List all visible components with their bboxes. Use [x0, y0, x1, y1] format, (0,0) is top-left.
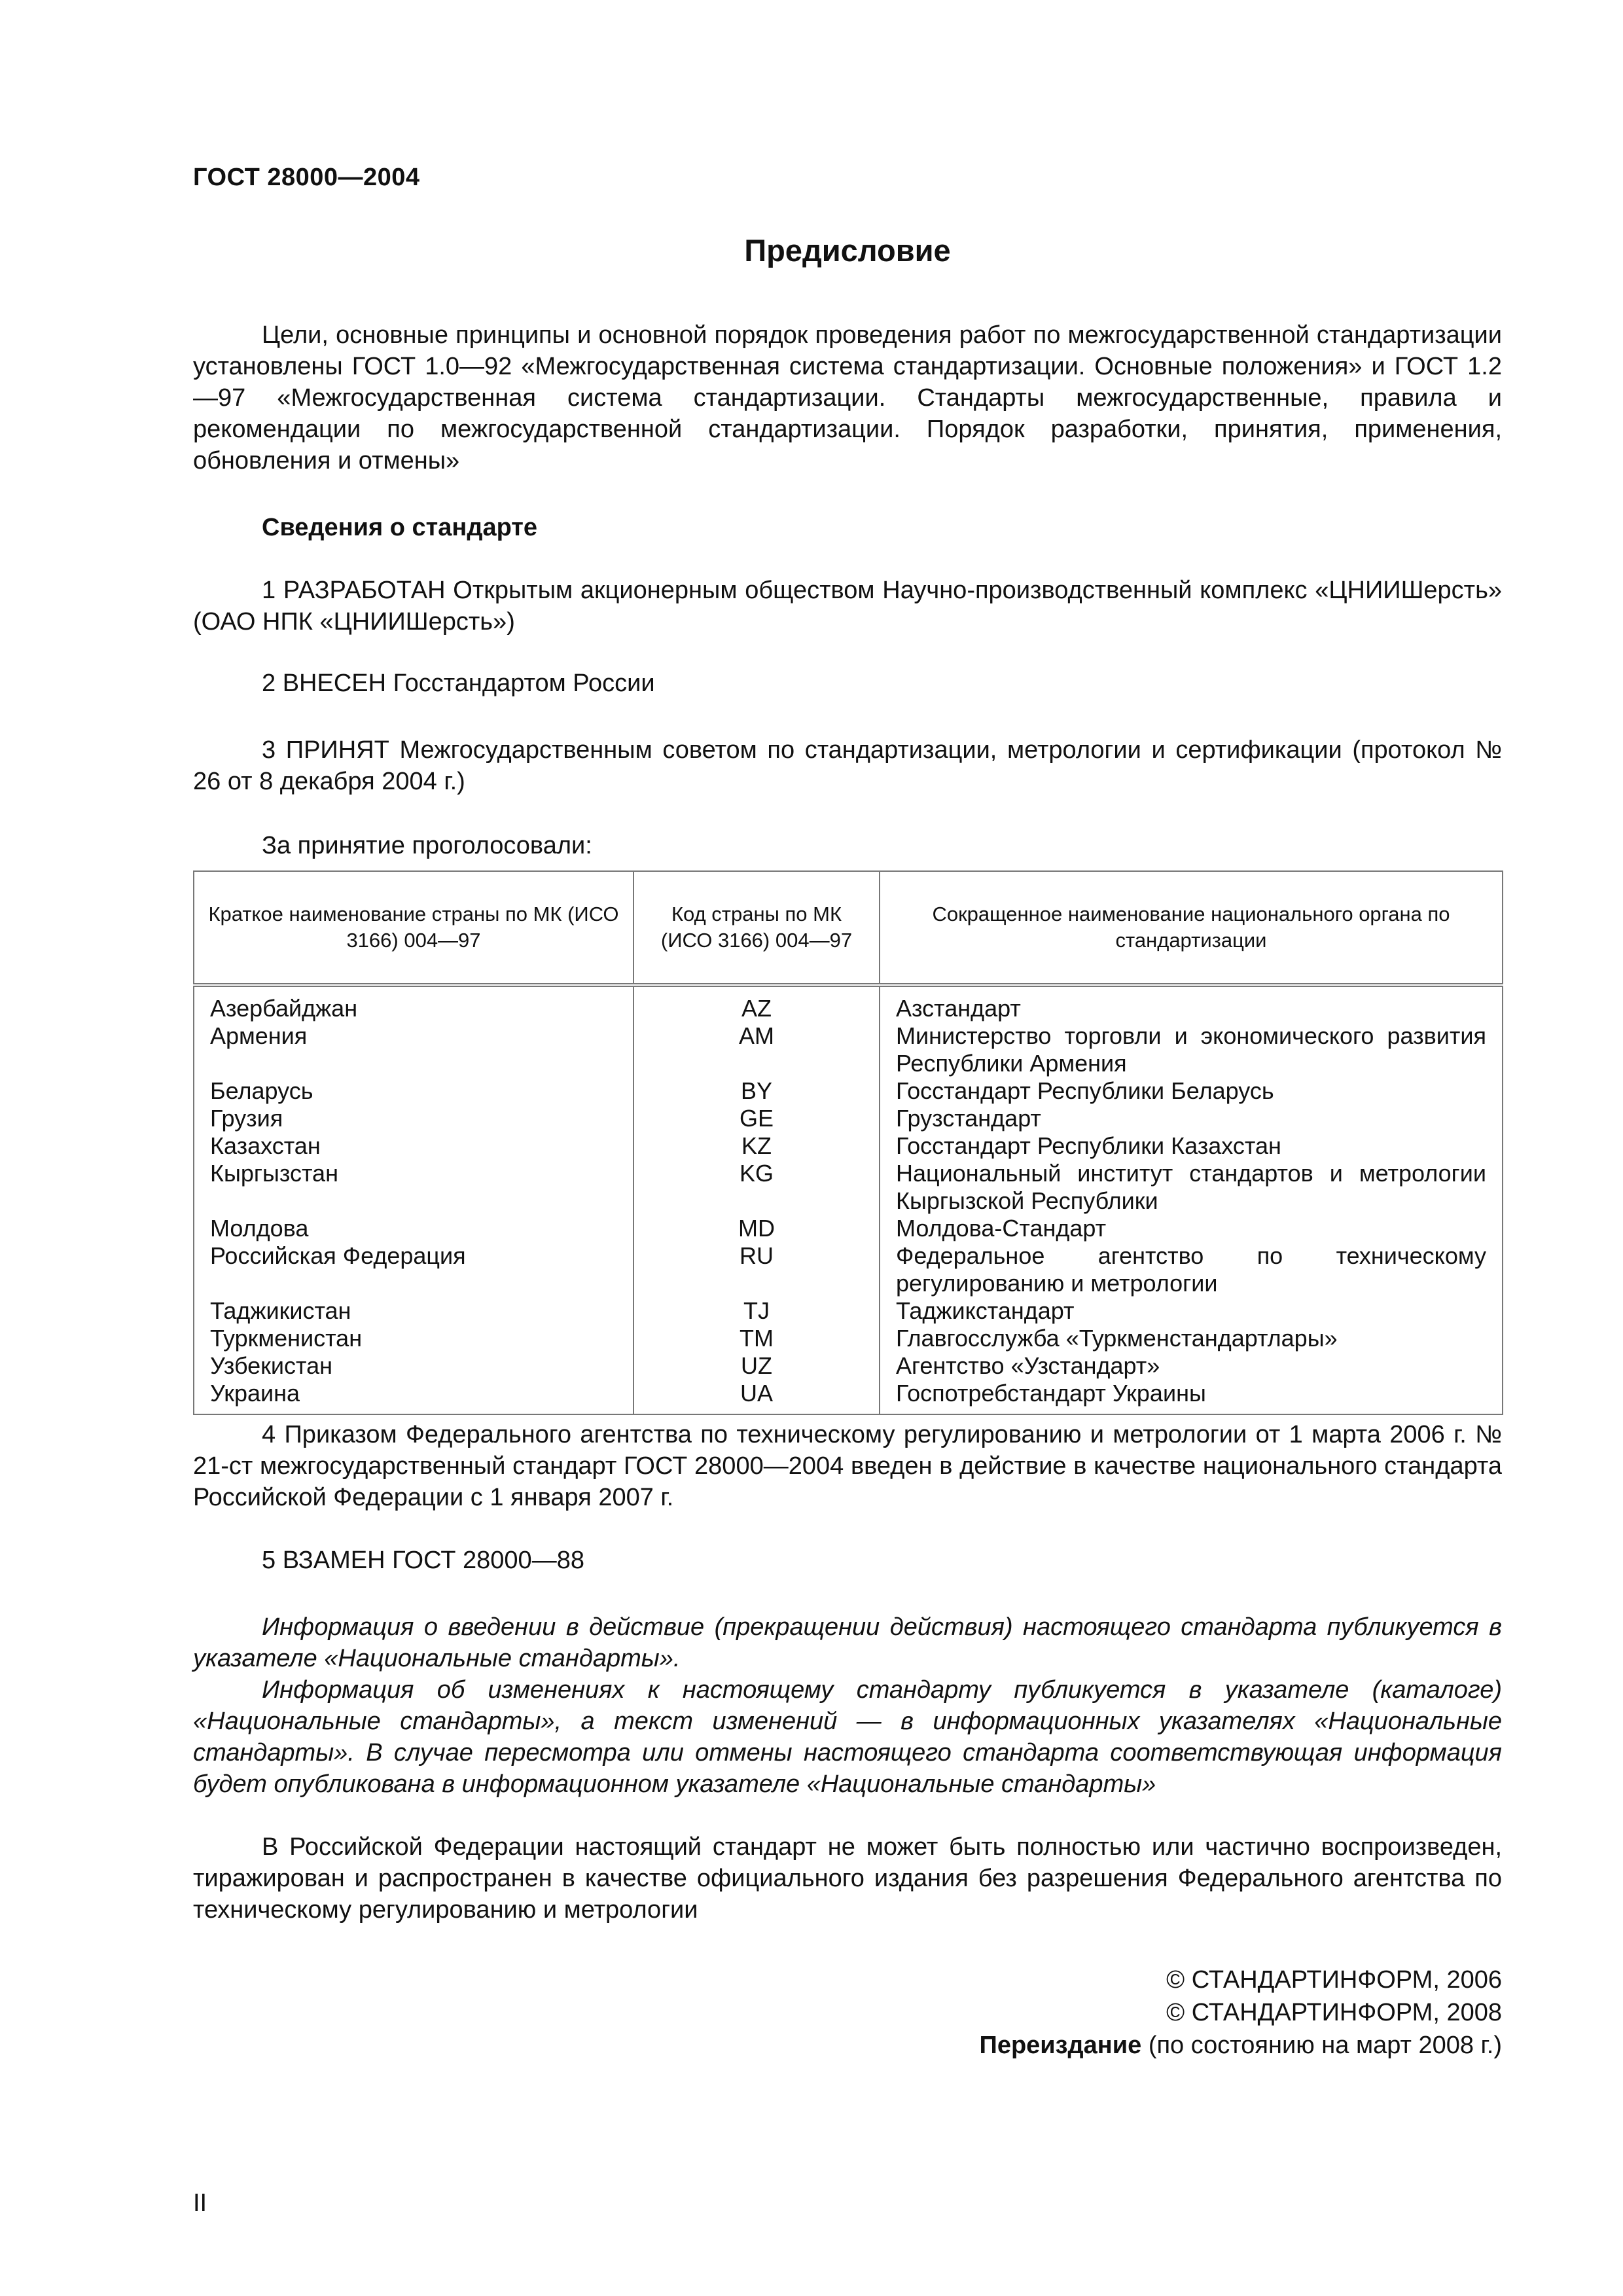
- table-row: [194, 1022, 1503, 1077]
- item-replaces: 5 ВЗАМЕН ГОСТ 28000—88: [262, 1547, 584, 1574]
- notice-changes: Информация об изменениях к настоящему стандарту публикуется в указателе (каталоге) «Национальные стандарты», а текст изменений — в информационных указателях «Национальные стандарты». В случае пересмотра или отмены настоящего стандарта соответствующая информация будет опубликована в информационном указателе «Национальные стандарты»: [193, 1676, 1502, 1798]
- country-cell: Армения: [194, 1022, 633, 1077]
- table-row: [194, 1325, 1503, 1352]
- country-cell: Кыргызстан: [194, 1160, 633, 1215]
- copyright-line-2006: © СТАНДАРТИНФОРМ, 2006: [1166, 1966, 1502, 1994]
- code-cell: TM: [633, 1325, 880, 1352]
- organization-cell: Молдова-Стандарт: [896, 1215, 1107, 1242]
- code-cell: AM: [633, 1022, 880, 1077]
- organization-cell: Госстандарт Республики Казахстан: [896, 1132, 1281, 1159]
- organization-cell: Госстандарт Республики Беларусь: [896, 1077, 1274, 1104]
- table-header-row: [194, 871, 1503, 985]
- table-row: [194, 985, 1503, 1022]
- copyright-line-2008: © СТАНДАРТИНФОРМ, 2008: [1166, 1999, 1502, 2026]
- header-code: Код страны по МК (ИСО 3166) 004—97: [633, 871, 880, 985]
- code-cell: BY: [633, 1077, 880, 1105]
- code-cell: KZ: [633, 1132, 880, 1160]
- organization-cell: Азстандарт: [896, 995, 1021, 1022]
- country-cell: Беларусь: [194, 1077, 633, 1105]
- item-introduced: 2 ВНЕСЕН Госстандартом России: [262, 670, 655, 697]
- document-page: [193, 0, 1502, 2296]
- notice-enactment: Информация о введении в действие (прекращении действия) настоящего стандарта публикуется в указателе «Национальные стандарты».: [193, 1613, 1502, 1672]
- table-row: [194, 1242, 1503, 1297]
- voted-label: За принятие проголосовали:: [262, 832, 592, 859]
- table-row: [194, 1352, 1503, 1380]
- item-adopted: 3 ПРИНЯТ Межгосударственным советом по стандартизации, метрологии и сертификации (протокол № 26 от 8 декабря 2004 г.): [193, 736, 1502, 795]
- notice-reproduction: В Российской Федерации настоящий стандарт не может быть полностью или частично воспроизведен, тиражирован и распространен в качестве официального издания без разрешения Федерального агентства по техническому регулированию и метрологии: [193, 1833, 1502, 1924]
- reissue-note: (по состоянию на март 2008 г.): [1148, 2032, 1502, 2059]
- code-cell: UA: [633, 1380, 880, 1414]
- table-row: [194, 1077, 1503, 1105]
- code-cell: RU: [633, 1242, 880, 1297]
- table-row: [194, 1132, 1503, 1160]
- organization-cell: Министерство торговли и экономического развития Республики Армения: [896, 1022, 1486, 1077]
- table-row: [194, 1380, 1503, 1414]
- table-row: [194, 1297, 1503, 1325]
- table-row: [194, 1160, 1503, 1215]
- voting-table: [193, 870, 1503, 1415]
- country-cell: Молдова: [194, 1215, 633, 1242]
- code-cell: AZ: [633, 985, 880, 1022]
- code-cell: UZ: [633, 1352, 880, 1380]
- organization-cell: Главгосслужба «Туркменстандартлары»: [896, 1325, 1338, 1352]
- country-cell: Азербайджан: [194, 985, 633, 1022]
- code-cell: GE: [633, 1105, 880, 1132]
- reissue-line: [717, 2029, 1502, 2062]
- organization-cell: Агентство «Узстандарт»: [896, 1352, 1160, 1379]
- country-cell: Таджикистан: [194, 1297, 633, 1325]
- country-cell: Туркменистан: [194, 1325, 633, 1352]
- organization-cell: Федеральное агентство по техническому регулированию и метрологии: [896, 1242, 1486, 1297]
- country-cell: Российская Федерация: [194, 1242, 633, 1297]
- info-heading: Сведения о стандарте: [262, 514, 538, 541]
- country-cell: Украина: [194, 1380, 633, 1414]
- page-title: Предисловие: [744, 233, 951, 268]
- item-enacted: 4 Приказом Федерального агентства по техническому регулированию и метрологии от 1 марта 2006 г. № 21-ст межгосударственный стандарт ГОСТ 28000—2004 введен в действие в качестве национального стандарта Российской Федерации с 1 января 2007 г.: [193, 1421, 1502, 1511]
- country-cell: Узбекистан: [194, 1352, 633, 1380]
- item-developed: 1 РАЗРАБОТАН Открытым акционерным обществом Научно-производственный комплекс «ЦНИИШерсть» (ОАО НПК «ЦНИИШерсть»): [193, 577, 1502, 636]
- table-row: [194, 1105, 1503, 1132]
- code-cell: KG: [633, 1160, 880, 1215]
- document-code: ГОСТ 28000—2004: [193, 164, 420, 191]
- copyright-block: [717, 1964, 1502, 2062]
- reissue-label: Переиздание: [979, 2032, 1142, 2059]
- page-number: II: [193, 2189, 207, 2217]
- table-row: [194, 1215, 1503, 1242]
- header-country: Краткое наименование страны по МК (ИСО 3166) 004—97: [194, 871, 633, 985]
- organization-cell: Грузстандарт: [896, 1105, 1041, 1132]
- country-cell: Казахстан: [194, 1132, 633, 1160]
- organization-cell: Госпотребстандарт Украины: [896, 1380, 1206, 1407]
- organization-cell: Таджикстандарт: [896, 1297, 1075, 1324]
- header-organization: Сокращенное наименование национального органа по стандартизации: [880, 871, 1503, 985]
- organization-cell: Национальный институт стандартов и метрологии Кыргызской Республики: [896, 1160, 1486, 1214]
- code-cell: TJ: [633, 1297, 880, 1325]
- intro-paragraph: Цели, основные принципы и основной порядок проведения работ по межгосударственной стандартизации установлены ГОСТ 1.0—92 «Межгосударственная система стандартизации. Основные положения» и ГОСТ 1.2—97 «Межгосударственная система стандартизации. Стандарты межгосударственные, правила и рекомендации по межгосударственной стандартизации. Порядок разработки, принятия, применения, обновления и отмены»: [193, 321, 1502, 475]
- country-cell: Грузия: [194, 1105, 633, 1132]
- code-cell: MD: [633, 1215, 880, 1242]
